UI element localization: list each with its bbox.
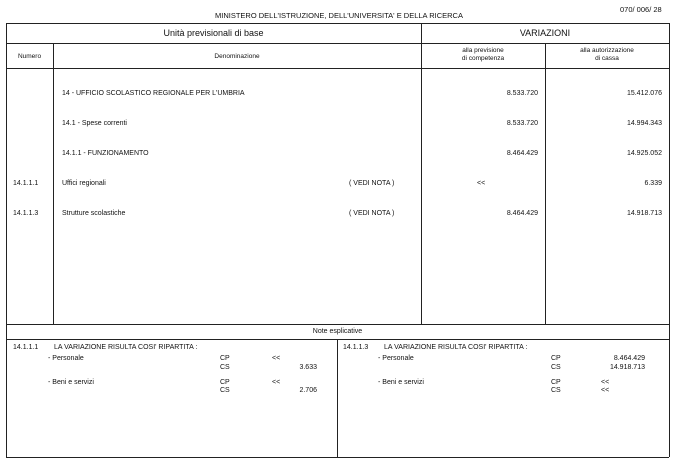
- header-denominazione: Denominazione: [214, 53, 260, 60]
- header-unita-previsionali: Unità previsionali di base: [163, 28, 264, 38]
- note-item-label: - Personale: [378, 355, 414, 362]
- row-competenza: 8.464.429: [506, 210, 538, 217]
- row-denominazione: 14 - UFFICIO SCOLASTICO REGIONALE PER L'UMBRIA: [62, 90, 245, 97]
- header-previsione-line1: alla previsione: [462, 47, 504, 54]
- notes-title: Note esplicative: [312, 328, 363, 335]
- row-cassa: 14.994.343: [626, 120, 662, 127]
- note-cp-value: <<: [272, 379, 281, 386]
- header-variazioni: VARIAZIONI: [519, 28, 571, 38]
- note-cs-label: CS: [220, 364, 230, 371]
- note-cp-label: CP: [551, 355, 561, 362]
- row-cassa: 14.925.052: [626, 150, 662, 157]
- note-cs-value: <<: [601, 387, 610, 394]
- note-item-label: - Personale: [48, 355, 84, 362]
- note-code: 14.1.1.1: [13, 344, 39, 351]
- row-denominazione: Strutture scolastiche: [62, 210, 126, 217]
- note-cs-label: CS: [551, 364, 561, 371]
- note-cs-value: 3.633: [299, 364, 317, 371]
- row-cassa: 6.339: [644, 180, 662, 187]
- ministry-title: MINISTERO DELL'ISTRUZIONE, DELL'UNIVERSITA' E DELLA RICERCA: [215, 11, 463, 20]
- note-cp-value: <<: [272, 355, 281, 362]
- header-previsione-line2: di competenza: [461, 55, 505, 62]
- note-cs-value: 2.706: [299, 387, 317, 394]
- row-cassa: 15.412.076: [626, 90, 662, 97]
- note-code: 14.1.1.3: [343, 344, 369, 351]
- row-numero: 14.1.1.3: [13, 210, 39, 217]
- row-competenza: 8.533.720: [506, 90, 538, 97]
- note-cp-value: 8.464.429: [613, 355, 645, 362]
- note-cp-label: CP: [220, 355, 230, 362]
- row-competenza: 8.533.720: [506, 120, 538, 127]
- header-numero: Numero: [17, 53, 42, 60]
- row-denominazione: Uffici regionali: [62, 180, 106, 187]
- note-item-label: - Beni e servizi: [48, 379, 94, 386]
- row-vedi-nota: ( VEDI NOTA ): [349, 210, 395, 217]
- note-cs-label: CS: [551, 387, 561, 394]
- note-cp-value: <<: [601, 379, 610, 386]
- row-numero: 14.1.1.1: [13, 180, 39, 187]
- row-denominazione: 14.1.1 - FUNZIONAMENTO: [62, 150, 149, 157]
- note-heading: LA VARIAZIONE RISULTA COSI' RIPARTITA :: [54, 344, 198, 351]
- note-heading: LA VARIAZIONE RISULTA COSI' RIPARTITA :: [384, 344, 528, 351]
- row-competenza: <<: [477, 180, 486, 187]
- note-cs-value: 14.918.713: [609, 364, 645, 371]
- row-denominazione: 14.1 - Spese correnti: [62, 120, 127, 127]
- row-competenza: 8.464.429: [506, 150, 538, 157]
- note-item-label: - Beni e servizi: [378, 379, 424, 386]
- note-cp-label: CP: [220, 379, 230, 386]
- row-vedi-nota: ( VEDI NOTA ): [349, 180, 395, 187]
- header-autorizzazione-line2: di cassa: [595, 55, 619, 62]
- page-reference: 070/ 006/ 28: [620, 5, 662, 14]
- note-cs-label: CS: [220, 387, 230, 394]
- header-autorizzazione-line1: alla autorizzazione: [580, 47, 634, 54]
- note-cp-label: CP: [551, 379, 561, 386]
- row-cassa: 14.918.713: [626, 210, 662, 217]
